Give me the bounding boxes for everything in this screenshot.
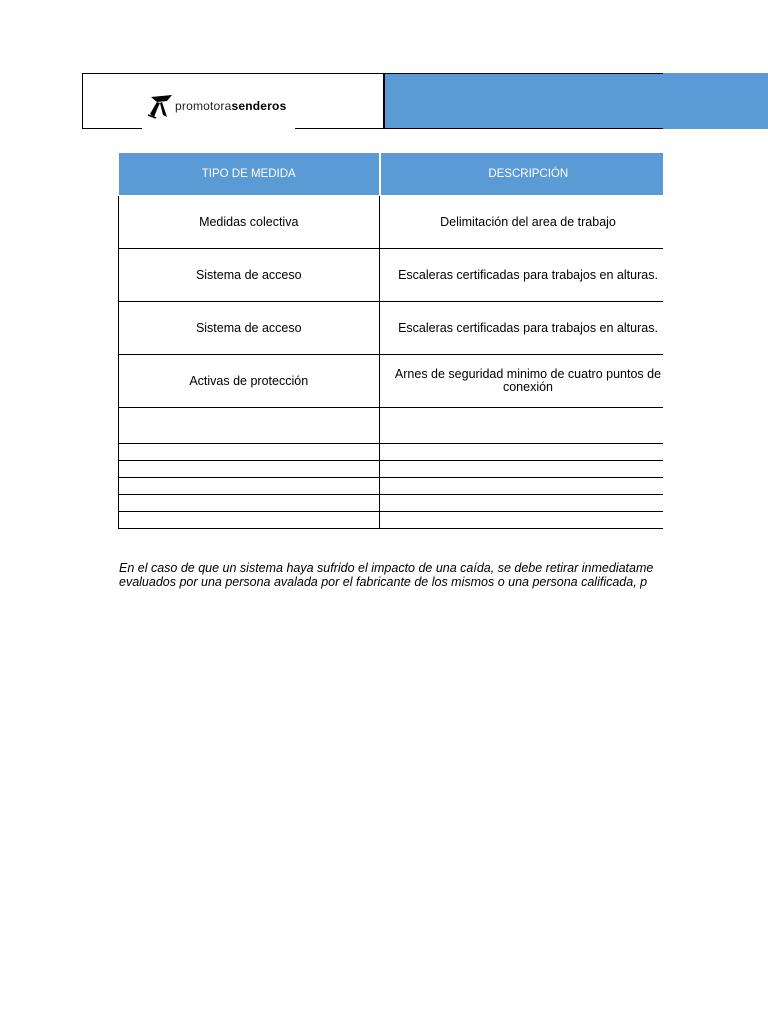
- logo-wordmark-bold: senderos: [231, 99, 287, 113]
- logo-wordmark: [175, 99, 286, 113]
- cell-descripcion[interactable]: [380, 461, 664, 478]
- cell-descripcion[interactable]: Arnes de seguridad minimo de cuatro puntos de conexión: [380, 355, 664, 408]
- cell-tipo[interactable]: [118, 461, 380, 478]
- header-banner-border: [384, 73, 663, 129]
- cell-descripcion[interactable]: Escaleras certificadas para trabajos en alturas.: [380, 302, 664, 355]
- column-header-descripcion: DESCRIPCIÓN: [380, 153, 664, 196]
- cell-tipo[interactable]: [118, 444, 380, 461]
- column-header-tipo: TIPO DE MEDIDA: [118, 153, 380, 196]
- company-logo: [147, 93, 286, 119]
- table-row: [118, 196, 663, 249]
- footnote-line: En el caso de que un sistema haya sufrido el impacto de una caída, se debe retirar inmediatame: [119, 561, 654, 575]
- table-row: [118, 249, 663, 302]
- cell-tipo[interactable]: [118, 512, 380, 529]
- cell-tipo[interactable]: [118, 408, 380, 444]
- cell-tipo[interactable]: Medidas colectiva: [118, 196, 380, 249]
- footnote: [119, 561, 653, 589]
- cell-tipo[interactable]: [118, 478, 380, 495]
- logo-wordmark-light: promotora: [175, 99, 232, 113]
- table-row: [118, 495, 663, 512]
- cell-tipo[interactable]: Sistema de acceso: [118, 302, 380, 355]
- cell-descripcion[interactable]: [380, 408, 664, 444]
- table-header-row: [118, 153, 663, 196]
- table-row: [118, 408, 663, 444]
- table-row: [118, 512, 663, 529]
- cell-descripcion[interactable]: [380, 478, 664, 495]
- measures-table: [117, 152, 663, 529]
- table-row: [118, 302, 663, 355]
- footnote-line: evaluados por una persona avalada por el fabricante de los mismos o una persona calificada, p: [119, 575, 648, 589]
- cell-tipo[interactable]: Sistema de acceso: [118, 249, 380, 302]
- table-row: [118, 444, 663, 461]
- cell-descripcion[interactable]: Delimitación del area de trabajo: [380, 196, 664, 249]
- cell-descripcion[interactable]: [380, 444, 664, 461]
- table-row: [118, 478, 663, 495]
- table-row: [118, 355, 663, 408]
- cell-descripcion[interactable]: Escaleras certificadas para trabajos en alturas.: [380, 249, 664, 302]
- cell-tipo[interactable]: Activas de protección: [118, 355, 380, 408]
- cell-descripcion[interactable]: [380, 512, 664, 529]
- cell-tipo[interactable]: [118, 495, 380, 512]
- cell-descripcion[interactable]: [380, 495, 664, 512]
- header-border: [82, 128, 142, 129]
- header-border: [295, 128, 385, 129]
- table-row: [118, 461, 663, 478]
- senderos-logo-icon: [147, 93, 174, 119]
